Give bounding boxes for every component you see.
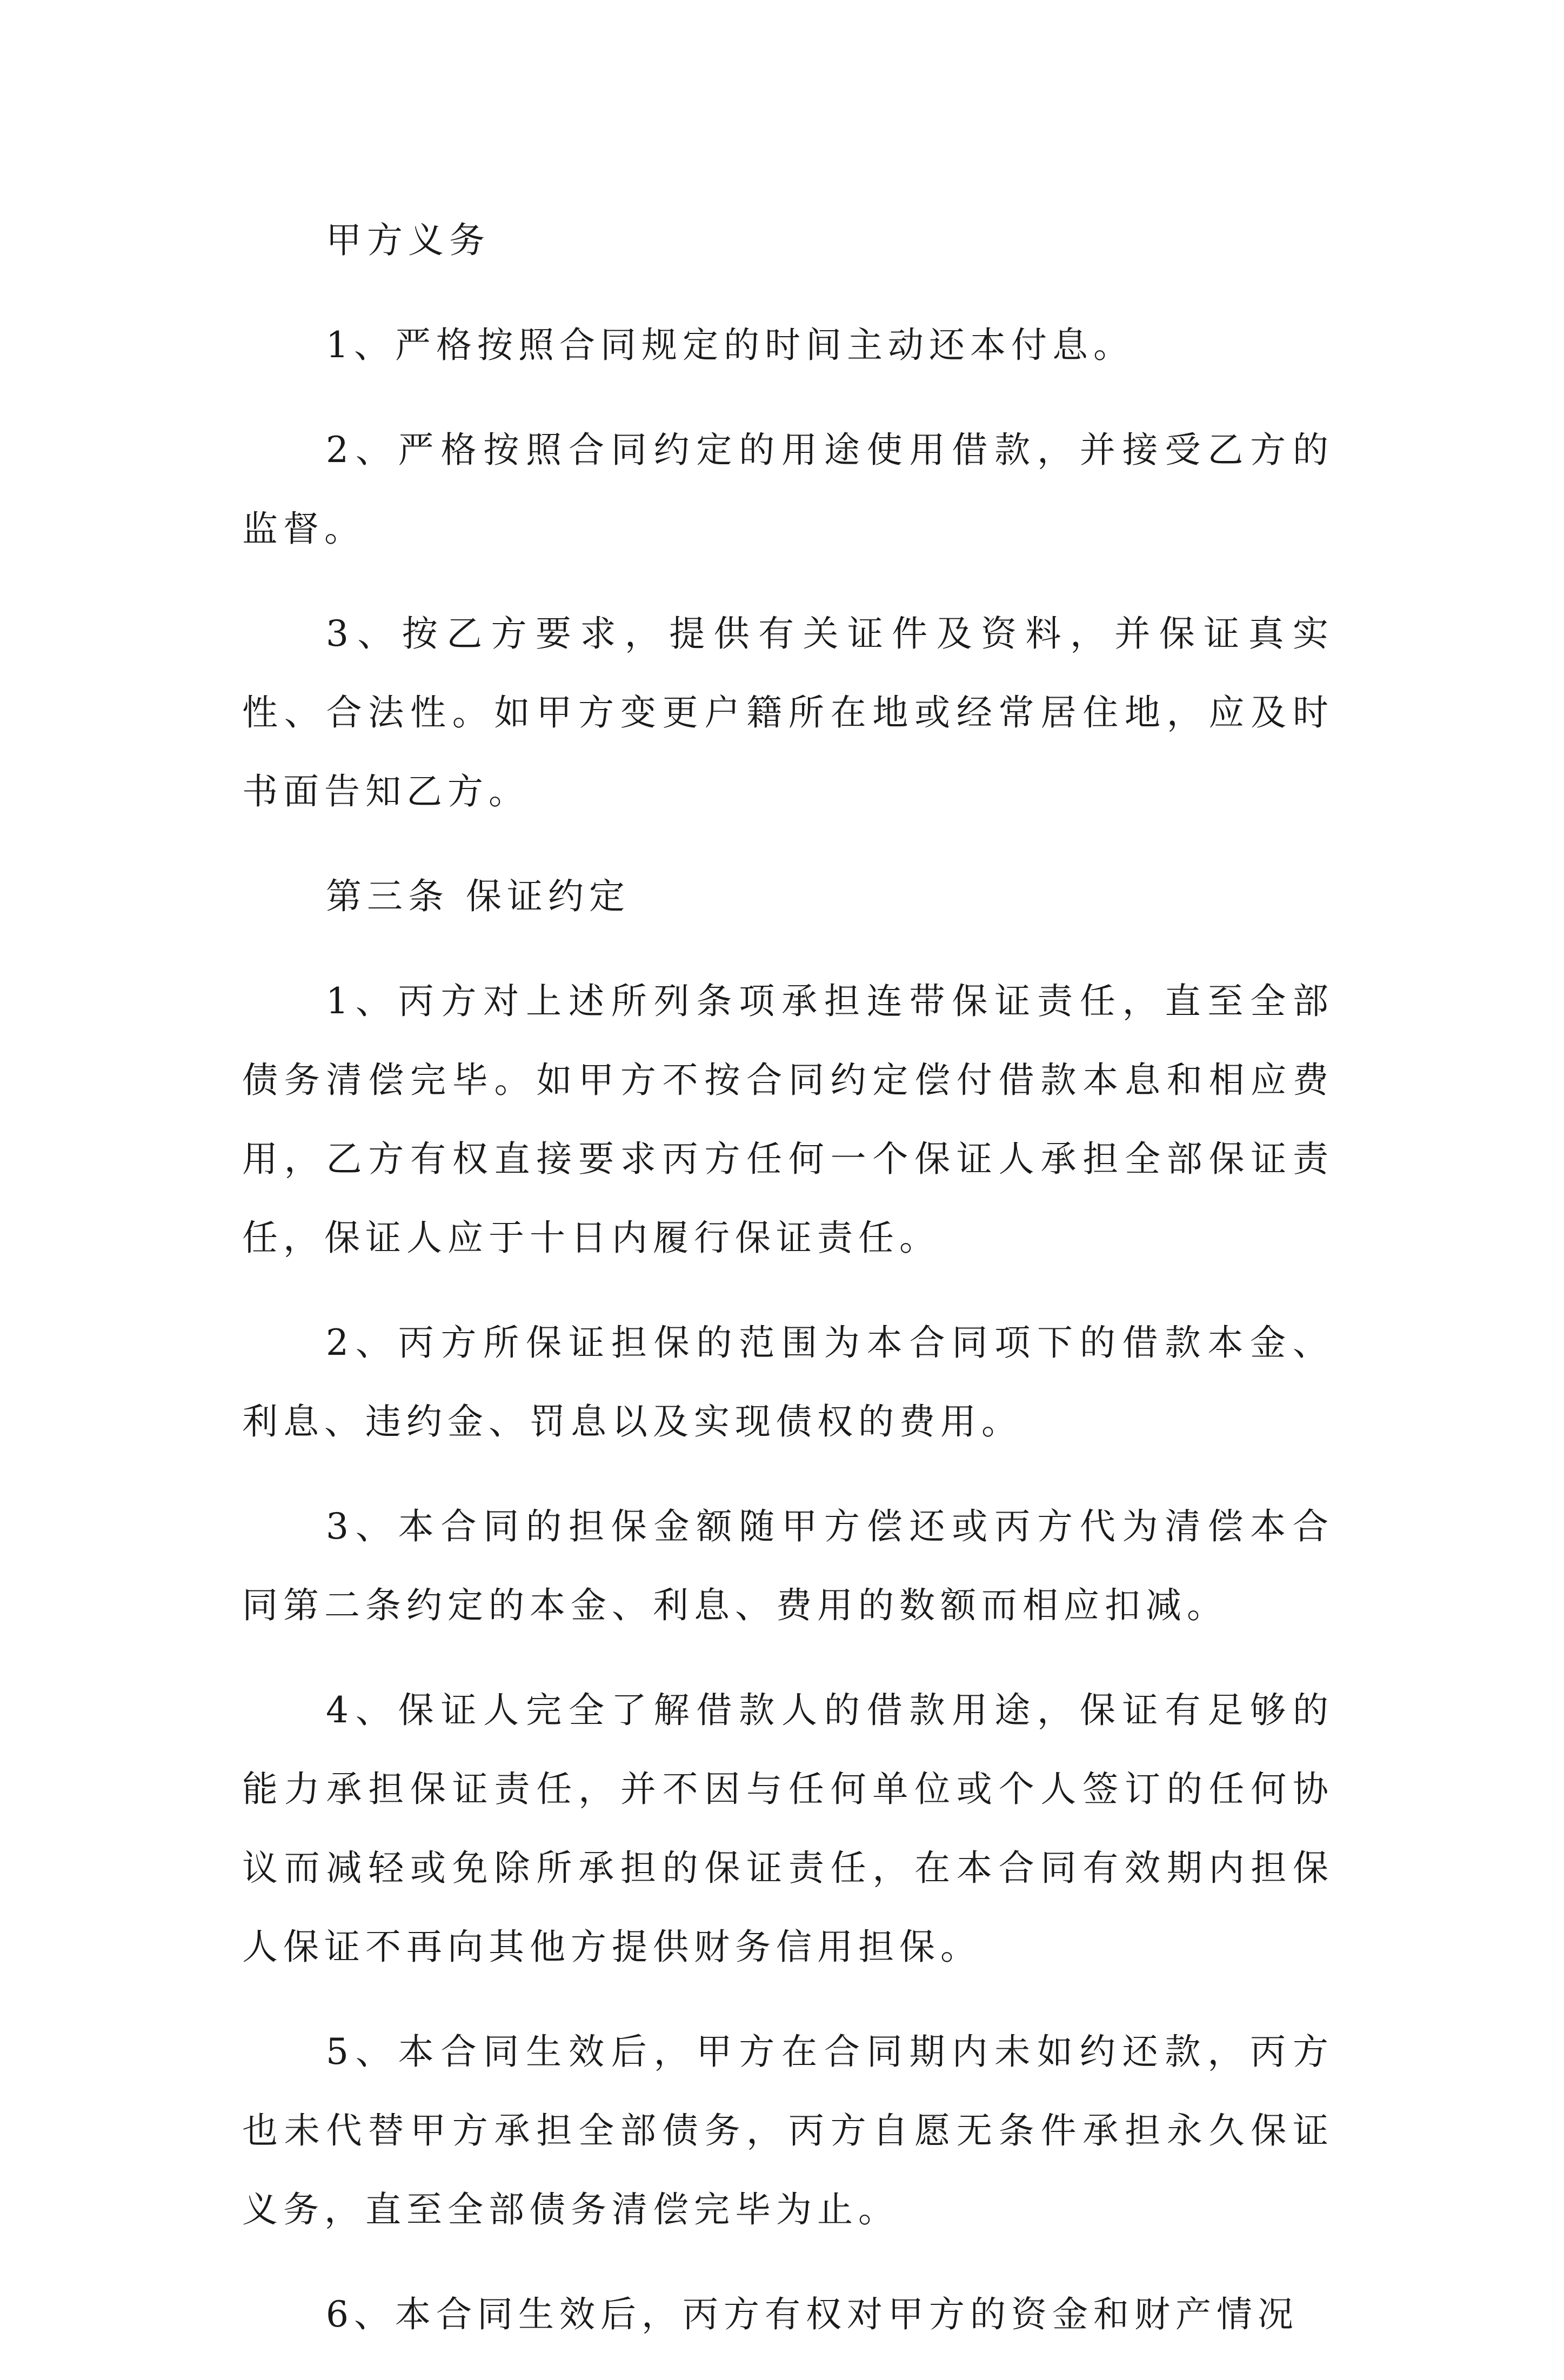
clause-3-4: 4、保证人完全了解借款人的借款用途，保证有足够的能力承担保证责任，并不因与任何单位或个人签订的任何协议而减轻或免除所承担的保证责任，在本合同有效期内担保人保证不再向其他方提供财务信用担保。 xyxy=(242,1689,1334,1968)
clause-a2: 2、严格按照合同约定的用途使用借款，并接受乙方的监督。 xyxy=(242,429,1334,550)
section-heading-party-a-obligations: 甲方义务 xyxy=(326,219,490,261)
section-heading-article-3: 第三条 保证约定 xyxy=(326,875,630,917)
document-page xyxy=(242,201,1334,2380)
clause-3-5: 5、本合同生效后，甲方在合同期内未如约还款，丙方也未代替甲方承担全部债务，丙方自愿无条件承担永久保证义务，直至全部债务清偿完毕为止。 xyxy=(242,2031,1334,2230)
clause-3-2: 2、丙方所保证担保的范围为本合同项下的借款本金、利息、违约金、罚息以及实现债权的费用。 xyxy=(242,1322,1334,1442)
clause-3-3: 3、本合同的担保金额随甲方偿还或丙方代为清偿本合同第二条约定的本金、利息、费用的数额而相应扣减。 xyxy=(242,1506,1334,1626)
clause-3-6: 6、本合同生效后，丙方有权对甲方的资金和财产情况 xyxy=(326,2294,1299,2335)
clause-a3: 3、按乙方要求，提供有关证件及资料，并保证真实性、合法性。如甲方变更户籍所在地或经常居住地，应及时书面告知乙方。 xyxy=(242,613,1334,812)
clause-a1: 1、严格按照合同规定的时间主动还本付息。 xyxy=(326,324,1134,366)
clause-3-1: 1、丙方对上述所列条项承担连带保证责任，直至全部债务清偿完毕。如甲方不按合同约定偿付借款本息和相应费用，乙方有权直接要求丙方任何一个保证人承担全部保证责任，保证人应于十日内履行保证责任。 xyxy=(242,980,1334,1259)
